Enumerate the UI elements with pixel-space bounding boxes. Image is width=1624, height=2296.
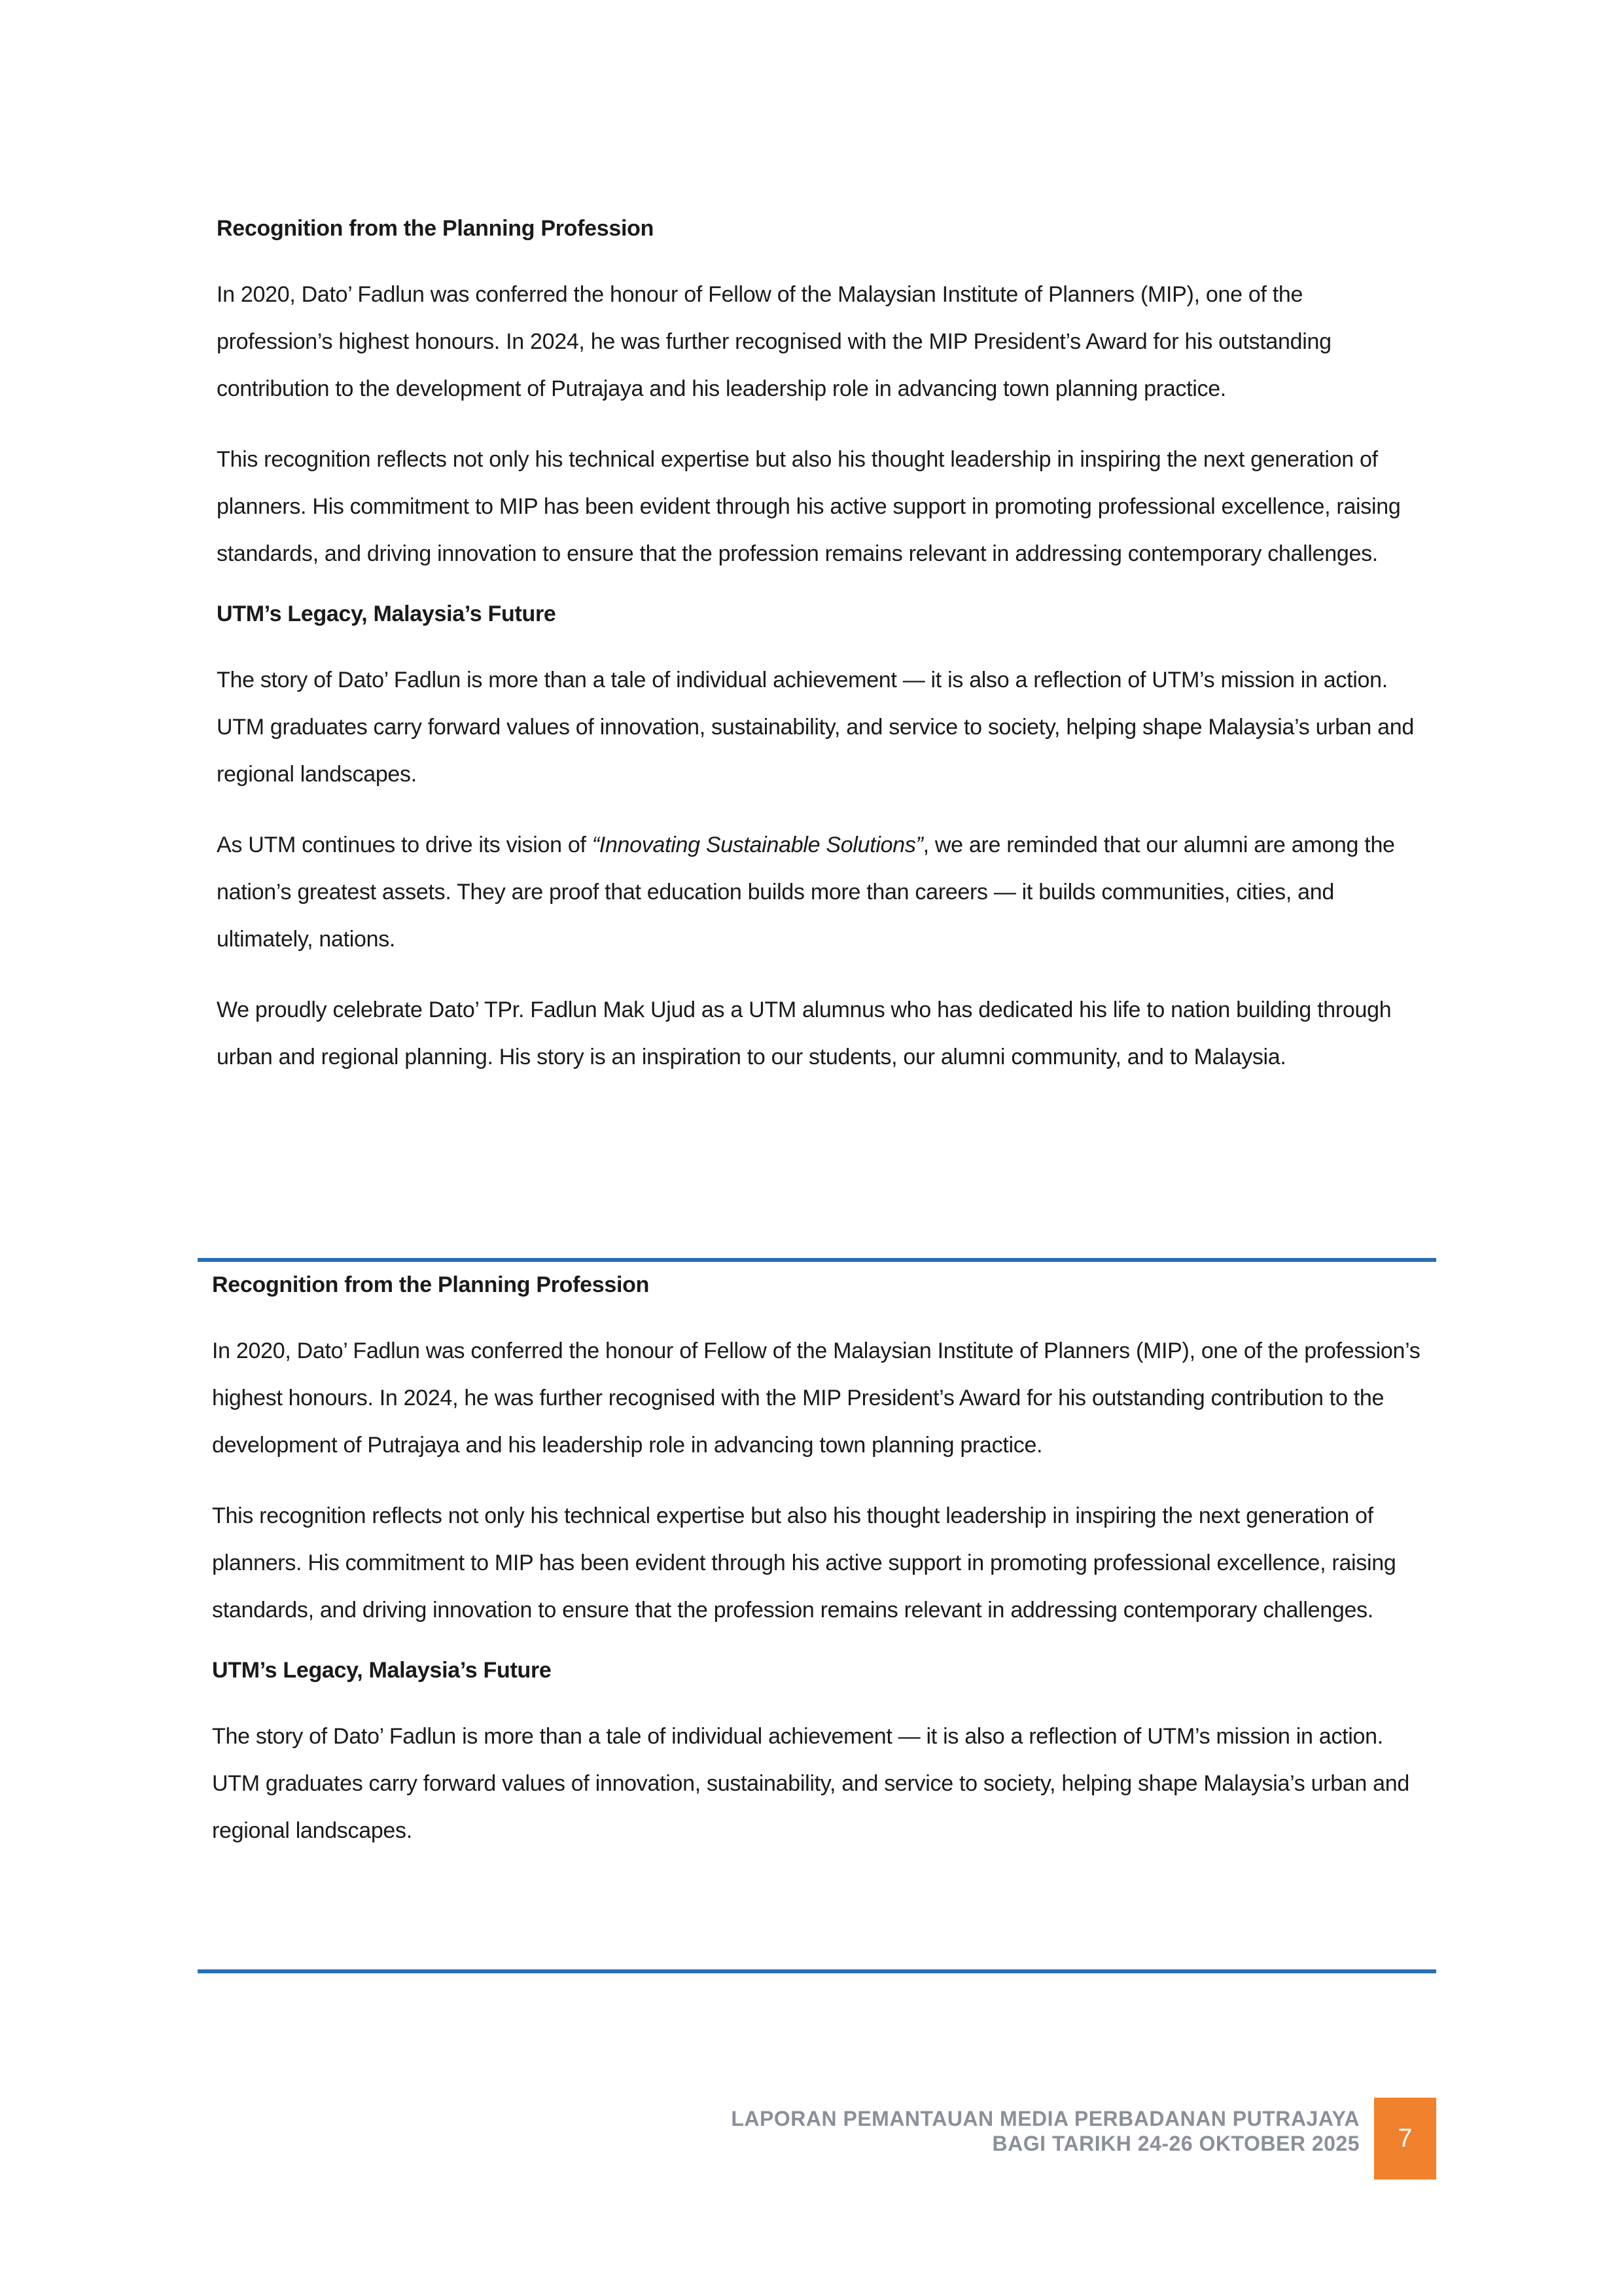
section-heading: UTM’s Legacy, Malaysia’s Future [217, 601, 556, 626]
paragraph [217, 821, 1421, 963]
vision-quote: “Innovating Sustainable Solutions” [591, 832, 923, 857]
paragraph: In 2020, Dato’ Fadlun was conferred the honour of Fellow of the Malaysian Institute of Planners (MIP), one of the profession’s highest honours. In 2024, he was further recognised with the MIP President’s Award for his outstanding contribution to the development of Putrajaya and his leadership role in advancing town planning practice. [212, 1338, 1421, 1458]
footer-report-title [731, 2106, 1360, 2156]
footer-line-2: BAGI TARIKH 24-26 OKTOBER 2025 [992, 2132, 1360, 2155]
paragraph: This recognition reflects not only his technical expertise but also his thought leadership in inspiring the next generation of planners. His commitment to MIP has been evident through his active support in promoting professional excellence, raising standards, and driving innovation to ensure that the profession remains relevant in addressing contemporary challenges. [217, 446, 1401, 566]
paragraph: This recognition reflects not only his technical expertise but also his thought leadership in inspiring the next generation of planners. His commitment to MIP has been evident through his active support in promoting professional excellence, raising standards, and driving innovation to ensure that the profession remains relevant in addressing contemporary challenges. [212, 1503, 1396, 1623]
article-section-2 [212, 1265, 1429, 1878]
article-section-1 [217, 208, 1421, 1104]
section-heading: Recognition from the Planning Profession [217, 216, 654, 241]
paragraph: The story of Dato’ Fadlun is more than a tale of individual achievement — it is also a reflection of UTM’s mission in action. UTM graduates carry forward values of innovation, sustainability, and service to society, helping shape Malaysia’s urban and regional landscapes. [212, 1723, 1409, 1843]
paragraph-text: As UTM continues to drive its vision of [217, 832, 592, 857]
paragraph: In 2020, Dato’ Fadlun was conferred the honour of Fellow of the Malaysian Institute of Planners (MIP), one of the profession’s highest honours. In 2024, he was further recognised with the MIP President’s Award for his outstanding contribution to the development of Putrajaya and his leadership role in advancing town planning practice. [217, 281, 1332, 401]
section-heading: UTM’s Legacy, Malaysia’s Future [212, 1657, 552, 1683]
page-number-badge [1374, 2098, 1436, 2179]
footer-line-1: LAPORAN PEMANTAUAN MEDIA PERBADANAN PUTRAJAYA [731, 2107, 1360, 2130]
section-heading: Recognition from the Planning Profession [212, 1272, 650, 1297]
page-number: 7 [1398, 2124, 1413, 2153]
bottom-divider-rule [198, 1969, 1436, 1973]
paragraph-text: , we are reminded that our alumni are among the nation’s greatest assets. They are proof that education builds more than careers — it builds communities, cities, and ultimately, nations. [217, 832, 1395, 952]
paragraph: The story of Dato’ Fadlun is more than a tale of individual achievement — it is also a reflection of UTM’s mission in action. UTM graduates carry forward values of innovation, sustainability, and service to society, helping shape Malaysia’s urban and regional landscapes. [217, 667, 1414, 787]
paragraph: We proudly celebrate Dato’ TPr. Fadlun Mak Ujud as a UTM alumnus who has dedicated his life to nation building through urban and regional planning. His story is an inspiration to our students, our alumni community, and to Malaysia. [217, 997, 1392, 1069]
top-divider-rule [198, 1258, 1436, 1262]
